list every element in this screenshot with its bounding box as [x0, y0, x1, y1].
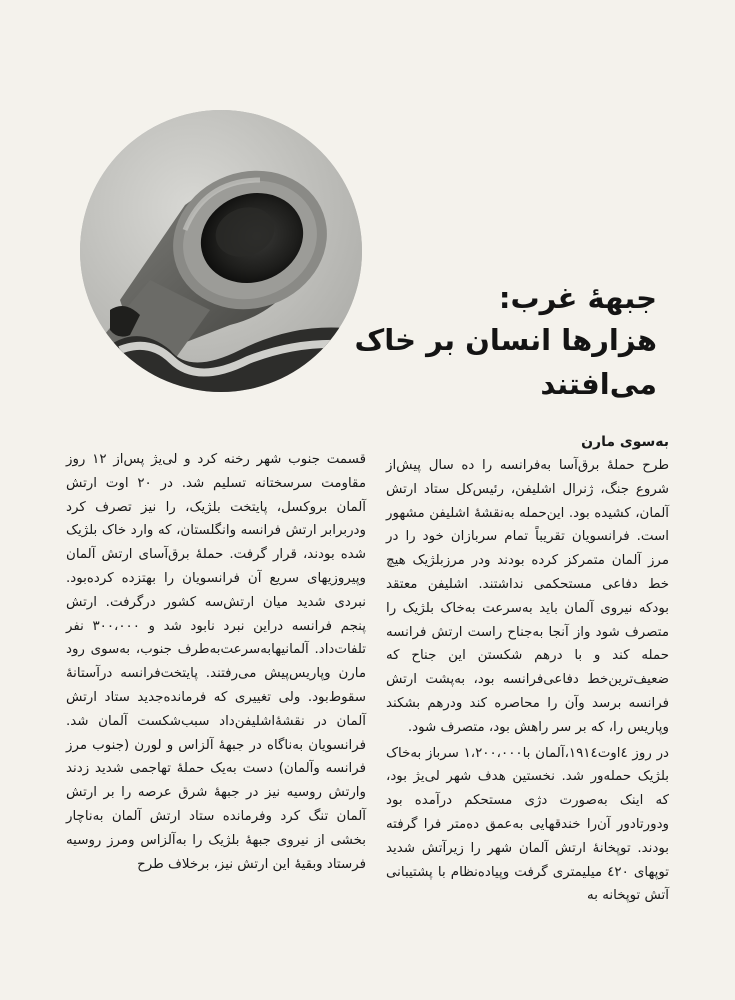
left-paragraph-1: قسمت جنوب شهر رخنه کرد و لی‌یژ پس‌از ١٢ روز مقاومت سرسختانه تسلیم شد. در ٢٠ اوت ارتش آلمان بروکسل، پایتخت بلژیک، را نیز تصرف کرد ودربرابر ارتش فرانسه وانگلستان، که وارد خاک بلژیک شده بودند، قرار گرفت. حملهٔ برق‌آسای ارتش آلمان وپیروزیهای سریع آن فرانسویان را بهتزده کرده‌بود. نبردی شدید میان ارتش‌سه کشور درگرفت. ارتش پنجم فرانسه دراین نبرد نابود شد و ٣٠٠،٠٠٠ نفر تلفات‌داد. آلمانیها‌به‌سرعت‌به‌طرف جنوب، به‌سوی رود مارن وپاریس‌پیش می‌رفتند. پایتخت‌فرانسه درآستانهٔ سقوط‌بود. ولی تغییری که فرمانده‌جدید ستاد ارتش آلمان در نقشهٔ‌اشلیفن‌داد سبب‌شکست آلمان شد. فرانسویان به‌ناگاه در جبههٔ آلزاس و لورن (جنوب مرز فرانسه وآلمان) دست به‌یک حملهٔ تهاجمی شدید زدند وارتش روسیه نیز در جبههٔ شرق عرصه را بر ارتش آلمان تنگ کرد وفرمانده ستاد ارتش آلمان به‌ناچار بخشی از نیروی جبههٔ بلژیک را به‌آلزاس ومرز روسیه فرستاد وبقیهٔ این ارتش نیز، برخلاف طرح	[66, 452, 367, 872]
headline-line-1: جبههٔ غرب:	[498, 281, 657, 315]
article-headline	[297, 278, 657, 406]
right-paragraph-1: طرح حملهٔ برق‌آسا به‌فرانسه را ده سال پیش‌از شروع جنگ، ژنرال اشلیفن، رئیس‌کل ستاد ارتش آلمان، کشیده بود. این‌حمله به‌نقشهٔ اشلیفن مشهور است. فرانسویان تقریباً تمام سربازان خود را در مرز آلمان متمرکز کرده بودند ودر مرزبلژیک هیچ خط دفاعی مستحکمی نداشتند. اشلیفن معتقد بودکه نیروی آلمان باید به‌سرعت به‌خاک بلژیک را متصرف شود واز آنجا به‌جناح راست ارتش فرانسه حمله کند و با درهم شکستن این جناح که ضعیف‌ترین‌خط دفاعی‌فرانسه بود، به‌پشت ارتش فرانسه برسد وآن را محاصره کند ودرهم بشکند وپاریس را، که بر سر راهش بود، متصرف شود.	[386, 458, 669, 735]
section-subheading: به‌سوی مارن	[581, 434, 669, 450]
right-column	[386, 430, 669, 908]
right-paragraph-2: در روز ٤اوت١٩١٤،آلمان با١،٢٠٠،٠٠٠ سرباز به‌خاک بلژیک حمله‌ور شد. نخستین هدف شهر لی‌یژ بود، که اینک به‌صورت دژی مستحکم درآمده بود ودورتادور آن‌را خندقهایی به‌عمق ده‌متر فرا گرفته بودند. توپخانهٔ ارتش آلمان شهر را زیرآتش شدید توپهای ٤٢٠ میلیمتری گرفت وپیاده‌نظام با پشتیبانی آتش توپخانه به	[386, 745, 669, 904]
headline-line-2: هزارها انسان بر خاک می‌افتند	[354, 323, 657, 401]
left-column	[66, 448, 366, 876]
